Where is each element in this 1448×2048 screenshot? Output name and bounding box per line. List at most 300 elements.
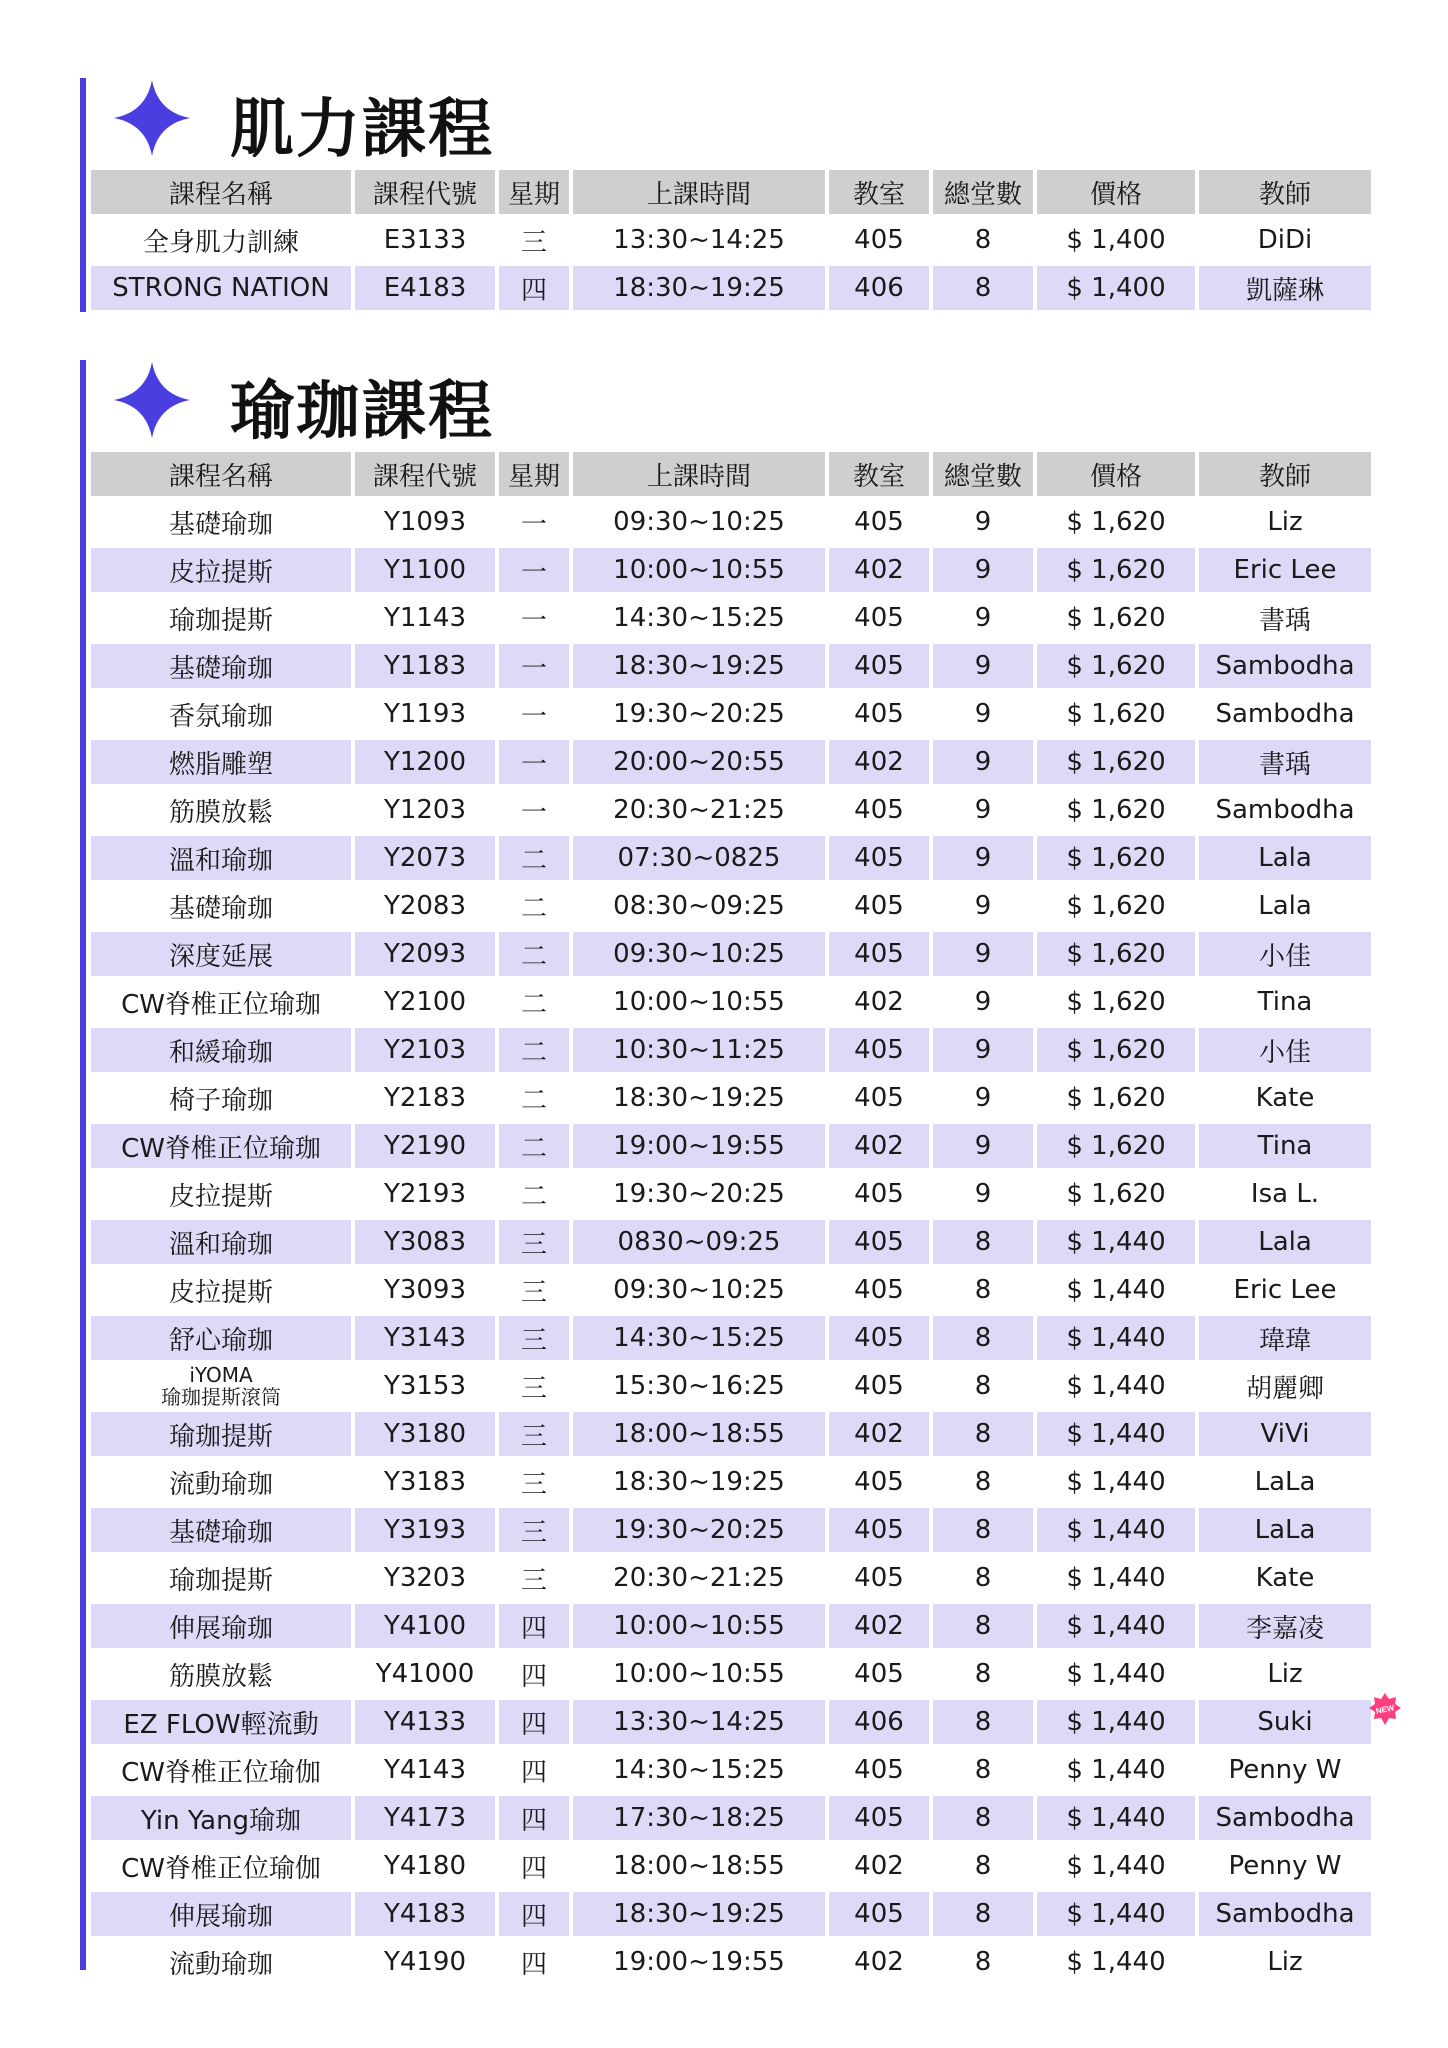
column-header: 教室 — [829, 170, 929, 218]
table-cell: 一 — [499, 788, 569, 836]
column-header: 價格 — [1037, 170, 1195, 218]
table-cell: 四 — [499, 1892, 569, 1940]
table-cell: 四 — [499, 1844, 569, 1892]
column-header: 教室 — [829, 452, 929, 500]
table-cell: 三 — [499, 1220, 569, 1268]
table-cell: $ 1,400 — [1037, 218, 1195, 266]
table-cell: 402 — [829, 740, 929, 788]
table-row — [91, 596, 1371, 644]
table-cell: LaLa — [1199, 1508, 1371, 1556]
table-cell: Y4173 — [355, 1796, 495, 1844]
table-cell: 20:00~20:55 — [573, 740, 825, 788]
table-cell: $ 1,440 — [1037, 1412, 1195, 1460]
sparkle-diamond-icon — [112, 360, 192, 440]
table-cell: Penny W — [1199, 1844, 1371, 1892]
table-cell: 19:00~19:55 — [573, 1124, 825, 1172]
table-cell: 基礎瑜珈 — [91, 500, 351, 548]
table-row — [91, 884, 1371, 932]
table-row — [91, 980, 1371, 1028]
table-cell: 9 — [933, 1124, 1033, 1172]
table-cell: 8 — [933, 1844, 1033, 1892]
table-cell: Lala — [1199, 884, 1371, 932]
table-row — [91, 1556, 1371, 1604]
table-cell: 14:30~15:25 — [573, 1748, 825, 1796]
yoga-section — [80, 360, 1380, 1980]
table-row — [91, 1892, 1371, 1940]
table-cell: 8 — [933, 1748, 1033, 1796]
table-cell: 8 — [933, 266, 1033, 314]
table-cell: $ 1,440 — [1037, 1220, 1195, 1268]
table-cell: $ 1,620 — [1037, 1124, 1195, 1172]
table-cell: 8 — [933, 1268, 1033, 1316]
table-cell: 405 — [829, 1364, 929, 1412]
table-cell: Y3093 — [355, 1268, 495, 1316]
table-cell: 402 — [829, 1412, 929, 1460]
new-badge-label: NEW — [1375, 1703, 1396, 1716]
table-cell: 二 — [499, 1124, 569, 1172]
table-cell: $ 1,440 — [1037, 1892, 1195, 1940]
table-cell: $ 1,440 — [1037, 1796, 1195, 1844]
table-cell: 18:30~19:25 — [573, 644, 825, 692]
table-cell: $ 1,440 — [1037, 1748, 1195, 1796]
page-title: 肌力課程 — [230, 93, 494, 167]
table-cell: 9 — [933, 836, 1033, 884]
table-cell: 二 — [499, 1076, 569, 1124]
table-cell: Y3153 — [355, 1364, 495, 1412]
table-cell: 8 — [933, 1316, 1033, 1364]
table-cell: Sambodha — [1199, 1892, 1371, 1940]
table-cell: 405 — [829, 884, 929, 932]
table-cell: 402 — [829, 1124, 929, 1172]
table-cell: 18:30~19:25 — [573, 1076, 825, 1124]
table-cell: 二 — [499, 1172, 569, 1220]
table-cell: $ 1,620 — [1037, 500, 1195, 548]
table-cell: 9 — [933, 500, 1033, 548]
table-cell: 基礎瑜珈 — [91, 1508, 351, 1556]
table-cell: 一 — [499, 692, 569, 740]
table-cell: Y1183 — [355, 644, 495, 692]
table-cell: 20:30~21:25 — [573, 1556, 825, 1604]
table-cell: 流動瑜珈 — [91, 1460, 351, 1508]
table-cell: Sambodha — [1199, 692, 1371, 740]
table-row — [91, 266, 1371, 314]
table-cell: 13:30~14:25 — [573, 1700, 825, 1748]
table-cell: 0830~09:25 — [573, 1220, 825, 1268]
table-cell: Y3180 — [355, 1412, 495, 1460]
table-cell: 9 — [933, 1076, 1033, 1124]
table-row — [91, 1268, 1371, 1316]
table-cell: 10:30~11:25 — [573, 1028, 825, 1076]
table-cell: 溫和瑜珈 — [91, 836, 351, 884]
table-cell: $ 1,440 — [1037, 1316, 1195, 1364]
table-cell: 405 — [829, 1748, 929, 1796]
table-cell: 三 — [499, 1268, 569, 1316]
table-row — [91, 500, 1371, 548]
page-title: 瑜珈課程 — [230, 375, 494, 449]
table-cell: Y1200 — [355, 740, 495, 788]
table-cell: 19:00~19:55 — [573, 1940, 825, 1988]
table-cell: 402 — [829, 1940, 929, 1988]
column-header: 上課時間 — [573, 170, 825, 218]
table-cell: 瑜珈提斯 — [91, 1412, 351, 1460]
table-cell: Kate — [1199, 1076, 1371, 1124]
table-cell: 深度延展 — [91, 932, 351, 980]
table-cell: 瑜珈提斯 — [91, 596, 351, 644]
column-header: 星期 — [499, 452, 569, 500]
table-cell: $ 1,620 — [1037, 884, 1195, 932]
table-cell: Eric Lee — [1199, 548, 1371, 596]
table-cell: $ 1,440 — [1037, 1652, 1195, 1700]
table-cell: Y3083 — [355, 1220, 495, 1268]
table-cell: $ 1,620 — [1037, 1172, 1195, 1220]
table-row — [91, 644, 1371, 692]
table-row — [91, 788, 1371, 836]
table-cell: 四 — [499, 1796, 569, 1844]
table-cell: Eric Lee — [1199, 1268, 1371, 1316]
table-row — [91, 836, 1371, 884]
table-cell: 405 — [829, 1556, 929, 1604]
table-cell: $ 1,620 — [1037, 644, 1195, 692]
table-cell: 胡麗卿 — [1199, 1364, 1371, 1412]
table-cell: 19:30~20:25 — [573, 1508, 825, 1556]
table-cell: 一 — [499, 548, 569, 596]
column-header: 星期 — [499, 170, 569, 218]
table-cell: 18:00~18:55 — [573, 1412, 825, 1460]
table-cell: 405 — [829, 692, 929, 740]
column-header: 教師 — [1199, 452, 1371, 500]
table-cell: $ 1,620 — [1037, 1028, 1195, 1076]
table-cell: Sambodha — [1199, 788, 1371, 836]
table-cell: 405 — [829, 1076, 929, 1124]
table-cell: $ 1,440 — [1037, 1844, 1195, 1892]
table-cell: Y3183 — [355, 1460, 495, 1508]
table-cell: E4183 — [355, 266, 495, 314]
table-cell: $ 1,400 — [1037, 266, 1195, 314]
table-cell: $ 1,620 — [1037, 932, 1195, 980]
table-cell: 9 — [933, 1028, 1033, 1076]
table-cell: 一 — [499, 500, 569, 548]
table-row — [91, 932, 1371, 980]
table-cell: CW脊椎正位瑜珈 — [91, 1124, 351, 1172]
table-cell: 二 — [499, 932, 569, 980]
table-cell: CW脊椎正位瑜珈 — [91, 980, 351, 1028]
table-cell: $ 1,440 — [1037, 1604, 1195, 1652]
table-cell: 18:30~19:25 — [573, 1892, 825, 1940]
table-cell: Lala — [1199, 1220, 1371, 1268]
table-cell: 405 — [829, 932, 929, 980]
table-cell: 一 — [499, 596, 569, 644]
table-cell: 8 — [933, 218, 1033, 266]
column-header: 總堂數 — [933, 170, 1033, 218]
table-cell: Y2193 — [355, 1172, 495, 1220]
table-cell: 14:30~15:25 — [573, 596, 825, 644]
table-cell: $ 1,620 — [1037, 836, 1195, 884]
table-cell: 405 — [829, 1220, 929, 1268]
table-cell: 小佳 — [1199, 1028, 1371, 1076]
table-cell: Y3193 — [355, 1508, 495, 1556]
table-cell: Y2100 — [355, 980, 495, 1028]
table-row — [91, 1124, 1371, 1172]
table-cell: 19:30~20:25 — [573, 692, 825, 740]
table-cell: STRONG NATION — [91, 266, 351, 314]
table-cell: Liz — [1199, 500, 1371, 548]
table-cell: E3133 — [355, 218, 495, 266]
table-cell: 書瑀 — [1199, 596, 1371, 644]
table-cell: Y2103 — [355, 1028, 495, 1076]
table-cell: Lala — [1199, 836, 1371, 884]
table-cell: LaLa — [1199, 1460, 1371, 1508]
table-cell: 9 — [933, 548, 1033, 596]
table-cell: 二 — [499, 884, 569, 932]
table-cell: 四 — [499, 1652, 569, 1700]
table-row — [91, 1796, 1371, 1844]
table-row — [91, 692, 1371, 740]
table-cell: 8 — [933, 1364, 1033, 1412]
table-cell: 瑋瑋 — [1199, 1316, 1371, 1364]
column-header: 總堂數 — [933, 452, 1033, 500]
table-cell: $ 1,620 — [1037, 596, 1195, 644]
table-cell: 流動瑜珈 — [91, 1940, 351, 1988]
table-cell: 8 — [933, 1940, 1033, 1988]
table-cell: Liz — [1199, 1940, 1371, 1988]
table-cell: 10:00~10:55 — [573, 1652, 825, 1700]
table-cell: 405 — [829, 1460, 929, 1508]
table-cell: 三 — [499, 218, 569, 266]
table-cell: 伸展瑜珈 — [91, 1892, 351, 1940]
table-cell: Y4190 — [355, 1940, 495, 1988]
table-cell: 香氛瑜珈 — [91, 692, 351, 740]
table-cell: 一 — [499, 740, 569, 788]
table-cell: Y2183 — [355, 1076, 495, 1124]
table-cell: 瑜珈提斯 — [91, 1556, 351, 1604]
table-cell: 17:30~18:25 — [573, 1796, 825, 1844]
table-cell: 8 — [933, 1700, 1033, 1748]
table-row — [91, 548, 1371, 596]
table-row — [91, 1508, 1371, 1556]
table-cell: $ 1,620 — [1037, 692, 1195, 740]
table-cell: Yin Yang瑜珈 — [91, 1796, 351, 1844]
table-cell: ViVi — [1199, 1412, 1371, 1460]
table-cell: 402 — [829, 548, 929, 596]
sparkle-diamond-icon — [112, 78, 192, 158]
table-cell: 10:00~10:55 — [573, 1604, 825, 1652]
table-cell: 402 — [829, 980, 929, 1028]
table-cell: 18:30~19:25 — [573, 266, 825, 314]
table-cell: Y2083 — [355, 884, 495, 932]
table-cell: Y4183 — [355, 1892, 495, 1940]
table-cell: $ 1,440 — [1037, 1460, 1195, 1508]
table-cell: $ 1,440 — [1037, 1508, 1195, 1556]
table-cell: $ 1,440 — [1037, 1556, 1195, 1604]
strength-section — [80, 78, 1380, 312]
table-row — [91, 1604, 1371, 1652]
table-cell: 10:00~10:55 — [573, 548, 825, 596]
section-accent-bar — [80, 360, 86, 1970]
table-cell: Y4100 — [355, 1604, 495, 1652]
table-cell: 09:30~10:25 — [573, 932, 825, 980]
table-row — [91, 1652, 1371, 1700]
table-cell: CW脊椎正位瑜伽 — [91, 1844, 351, 1892]
table-row — [91, 1220, 1371, 1268]
table-cell: 小佳 — [1199, 932, 1371, 980]
table-cell: Y1143 — [355, 596, 495, 644]
table-cell: 405 — [829, 1028, 929, 1076]
table-cell: 9 — [933, 1172, 1033, 1220]
table-cell: 19:30~20:25 — [573, 1172, 825, 1220]
table-cell: Y41000 — [355, 1652, 495, 1700]
yoga-table — [87, 452, 1375, 1988]
table-cell: Sambodha — [1199, 1796, 1371, 1844]
table-cell: 09:30~10:25 — [573, 500, 825, 548]
table-cell: Suki — [1199, 1700, 1371, 1748]
table-cell: 9 — [933, 788, 1033, 836]
table-cell: 405 — [829, 218, 929, 266]
table-cell: 9 — [933, 740, 1033, 788]
table-cell: 07:30~0825 — [573, 836, 825, 884]
table-cell: $ 1,440 — [1037, 1940, 1195, 1988]
table-cell: Liz — [1199, 1652, 1371, 1700]
table-cell: 和緩瑜珈 — [91, 1028, 351, 1076]
table-cell: $ 1,440 — [1037, 1700, 1195, 1748]
table-cell: 三 — [499, 1412, 569, 1460]
table-row — [91, 1700, 1371, 1748]
table-cell: 8 — [933, 1652, 1033, 1700]
table-cell: 三 — [499, 1460, 569, 1508]
table-cell: Sambodha — [1199, 644, 1371, 692]
table-row — [91, 1460, 1371, 1508]
table-row — [91, 1316, 1371, 1364]
table-row — [91, 218, 1371, 266]
table-cell: 書瑀 — [1199, 740, 1371, 788]
table-cell: 405 — [829, 1268, 929, 1316]
table-row — [91, 1364, 1371, 1412]
table-row — [91, 1412, 1371, 1460]
table-cell: DiDi — [1199, 218, 1371, 266]
table-cell: 20:30~21:25 — [573, 788, 825, 836]
table-cell: CW脊椎正位瑜伽 — [91, 1748, 351, 1796]
table-cell: Y2093 — [355, 932, 495, 980]
table-cell: Y2190 — [355, 1124, 495, 1172]
column-header: 課程名稱 — [91, 170, 351, 218]
column-header: 價格 — [1037, 452, 1195, 500]
table-cell: 15:30~16:25 — [573, 1364, 825, 1412]
table-cell: Isa L. — [1199, 1172, 1371, 1220]
new-badge-icon — [1368, 1692, 1402, 1726]
table-cell: Tina — [1199, 1124, 1371, 1172]
table-cell: 402 — [829, 1604, 929, 1652]
table-cell: 伸展瑜珈 — [91, 1604, 351, 1652]
table-cell: $ 1,620 — [1037, 788, 1195, 836]
table-cell: 405 — [829, 1892, 929, 1940]
table-cell: 8 — [933, 1892, 1033, 1940]
table-cell: 四 — [499, 1748, 569, 1796]
table-cell: 405 — [829, 596, 929, 644]
table-cell: 全身肌力訓練 — [91, 218, 351, 266]
table-cell: 皮拉提斯 — [91, 548, 351, 596]
table-cell: Y4143 — [355, 1748, 495, 1796]
table-cell: Penny W — [1199, 1748, 1371, 1796]
table-cell: 405 — [829, 1172, 929, 1220]
table-cell: 18:00~18:55 — [573, 1844, 825, 1892]
table-cell: Y1093 — [355, 500, 495, 548]
table-cell: 405 — [829, 788, 929, 836]
table-cell: 09:30~10:25 — [573, 1268, 825, 1316]
table-cell: 二 — [499, 980, 569, 1028]
table-cell: 二 — [499, 1028, 569, 1076]
table-cell: 一 — [499, 644, 569, 692]
table-cell: 8 — [933, 1508, 1033, 1556]
table-cell: Y3143 — [355, 1316, 495, 1364]
column-header: 課程代號 — [355, 452, 495, 500]
table-cell: 燃脂雕塑 — [91, 740, 351, 788]
table-cell: 四 — [499, 1604, 569, 1652]
table-cell: 皮拉提斯 — [91, 1172, 351, 1220]
table-cell: 406 — [829, 266, 929, 314]
table-cell: 14:30~15:25 — [573, 1316, 825, 1364]
table-cell: 三 — [499, 1316, 569, 1364]
table-cell: $ 1,620 — [1037, 1076, 1195, 1124]
table-cell: Y1203 — [355, 788, 495, 836]
table-cell: 筋膜放鬆 — [91, 1652, 351, 1700]
table-cell: iYOMA 瑜珈提斯滾筒 — [91, 1364, 351, 1412]
table-cell: 溫和瑜珈 — [91, 1220, 351, 1268]
table-row — [91, 1172, 1371, 1220]
table-cell: Y4180 — [355, 1844, 495, 1892]
table-cell: 三 — [499, 1508, 569, 1556]
table-cell: $ 1,620 — [1037, 548, 1195, 596]
table-cell: 基礎瑜珈 — [91, 884, 351, 932]
table-cell: 舒心瑜珈 — [91, 1316, 351, 1364]
table-cell: Kate — [1199, 1556, 1371, 1604]
table-cell: 8 — [933, 1604, 1033, 1652]
table-cell: 405 — [829, 1796, 929, 1844]
table-cell: 405 — [829, 1316, 929, 1364]
table-cell: Tina — [1199, 980, 1371, 1028]
table-cell: $ 1,440 — [1037, 1364, 1195, 1412]
table-cell: 四 — [499, 266, 569, 314]
table-cell: 405 — [829, 1652, 929, 1700]
column-header: 課程代號 — [355, 170, 495, 218]
table-cell: 9 — [933, 980, 1033, 1028]
table-cell: 405 — [829, 836, 929, 884]
table-cell: 18:30~19:25 — [573, 1460, 825, 1508]
column-header: 課程名稱 — [91, 452, 351, 500]
table-cell: 皮拉提斯 — [91, 1268, 351, 1316]
table-cell: Y4133 — [355, 1700, 495, 1748]
table-cell: 9 — [933, 644, 1033, 692]
table-cell: 基礎瑜珈 — [91, 644, 351, 692]
table-row — [91, 1748, 1371, 1796]
table-cell: $ 1,620 — [1037, 980, 1195, 1028]
table-cell: 二 — [499, 836, 569, 884]
table-cell: $ 1,440 — [1037, 1268, 1195, 1316]
table-row — [91, 740, 1371, 788]
column-header: 教師 — [1199, 170, 1371, 218]
table-row — [91, 1076, 1371, 1124]
table-cell: 08:30~09:25 — [573, 884, 825, 932]
table-cell: 9 — [933, 932, 1033, 980]
table-cell: 9 — [933, 884, 1033, 932]
table-cell: 8 — [933, 1796, 1033, 1844]
table-cell: 三 — [499, 1556, 569, 1604]
table-cell: 9 — [933, 692, 1033, 740]
table-cell: 三 — [499, 1364, 569, 1412]
table-cell: 凱薩琳 — [1199, 266, 1371, 314]
table-cell: 405 — [829, 644, 929, 692]
table-cell: 406 — [829, 1700, 929, 1748]
table-cell: 四 — [499, 1940, 569, 1988]
table-cell: 405 — [829, 500, 929, 548]
